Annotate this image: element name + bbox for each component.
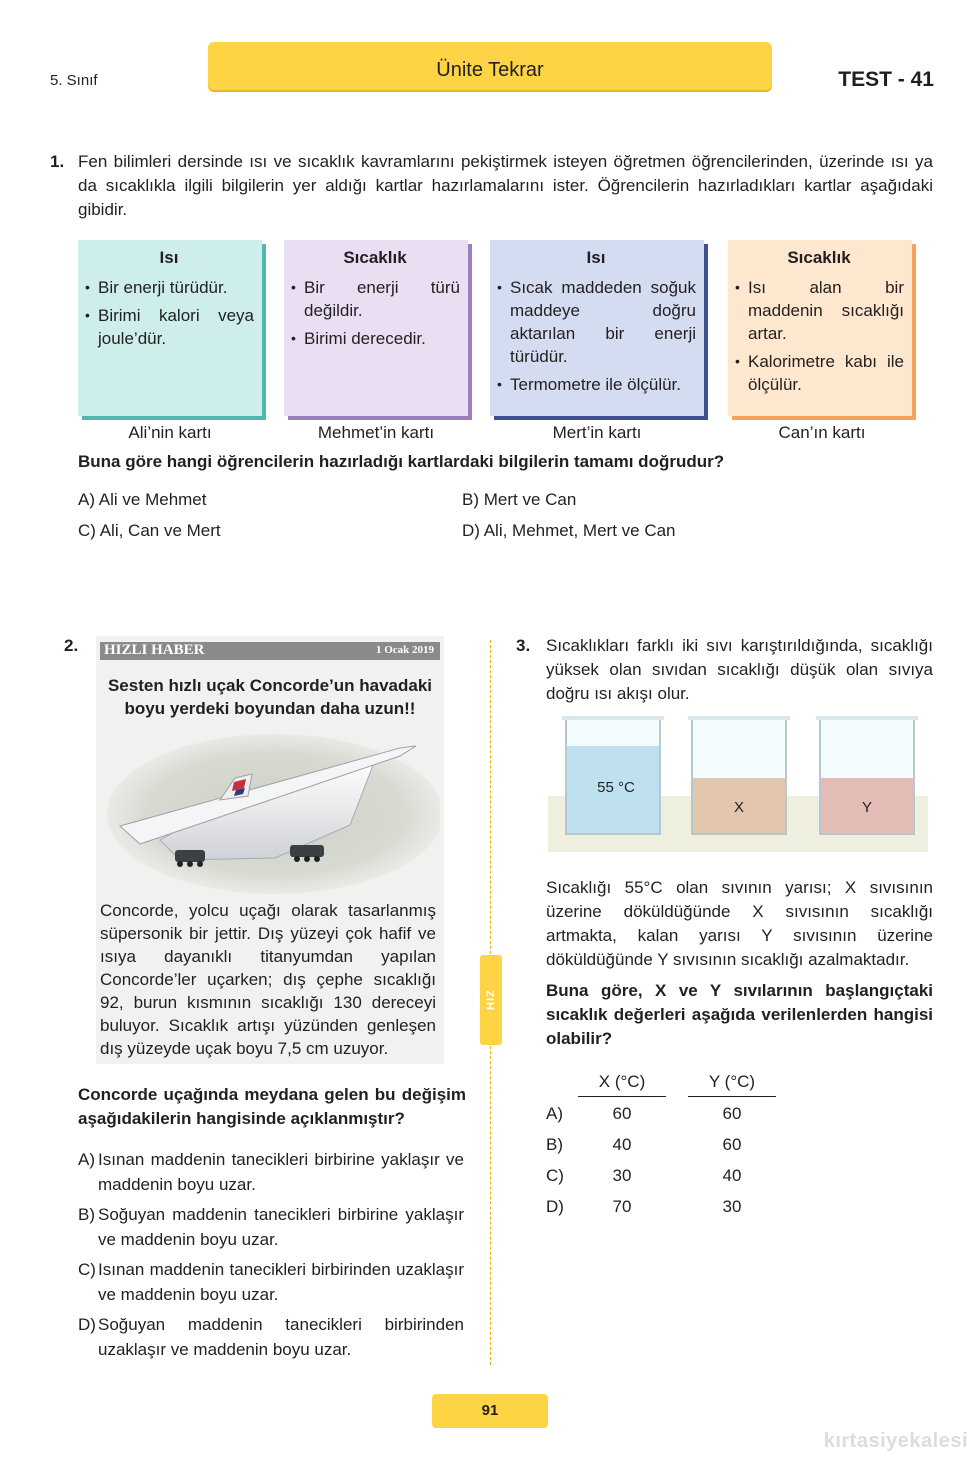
card-title: Sıcaklık bbox=[343, 248, 407, 267]
beaker-x bbox=[688, 716, 790, 834]
card-owner: Mert’in kartı bbox=[552, 423, 642, 442]
card-item: • Birimi kalori veya joule’dür. bbox=[98, 304, 254, 350]
q2-number: 2. bbox=[64, 636, 79, 655]
newspaper-date: 1 Ocak 2019 bbox=[375, 644, 434, 656]
card-title: Isı bbox=[159, 248, 179, 267]
card-list bbox=[84, 276, 254, 350]
grade-label: 5. Sınıf bbox=[50, 72, 98, 89]
table-cell: 70 bbox=[612, 1197, 632, 1216]
option-letter: D) bbox=[78, 1315, 96, 1334]
unit-title-tab bbox=[208, 42, 772, 90]
option-text: Isınan maddenin tanecikleri birbirinden uzaklaşır ve maddenin boyu uzar. bbox=[98, 1260, 464, 1304]
newspaper-masthead bbox=[100, 642, 440, 660]
beaker-label: X bbox=[733, 799, 745, 816]
table-header-y: Y (°C) bbox=[708, 1072, 756, 1091]
concorde-photo bbox=[100, 730, 440, 896]
q3-number: 3. bbox=[516, 636, 531, 655]
table-cell: 40 bbox=[722, 1166, 742, 1185]
card-owner: Ali’nin kartı bbox=[128, 423, 212, 442]
card-list bbox=[734, 276, 904, 396]
card-title: Sıcaklık bbox=[787, 248, 851, 267]
q3-question: Buna göre, X ve Y sıvılarının başlangıçtaki sıcaklık değerleri aşağıda verilenlerden hangisi olabilir? bbox=[546, 981, 933, 1048]
q3-text: Sıcaklıkları farklı iki sıvı karıştırıldığında, sıcaklığı yüksek olan sıvıdan sıcaklığı düşük olan sıvıya doğru ısı akışı olur. bbox=[546, 636, 933, 703]
q3-option-d[interactable]: D) bbox=[546, 1197, 564, 1216]
table-cell: 30 bbox=[722, 1197, 742, 1216]
q1-option-b[interactable]: B) Mert ve Can bbox=[462, 490, 577, 509]
card-title: Isı bbox=[586, 248, 606, 267]
beakers-illustration bbox=[548, 712, 928, 856]
table-cell: 30 bbox=[612, 1166, 632, 1185]
q2-option-b[interactable] bbox=[78, 1202, 464, 1252]
beaker-55c bbox=[562, 716, 664, 834]
table-header-x: X (°C) bbox=[598, 1072, 646, 1091]
q1-number: 1. bbox=[50, 152, 65, 171]
table-rule bbox=[688, 1096, 776, 1097]
newspaper-name: HIZLI HABER bbox=[104, 642, 205, 658]
option-text: Soğuyan maddenin tanecikleri birbirine yaklaşır ve maddenin boyu uzar. bbox=[98, 1205, 464, 1249]
beaker-label: 55 °C bbox=[597, 779, 635, 796]
card-list bbox=[496, 276, 696, 396]
q2-option-c[interactable] bbox=[78, 1257, 464, 1307]
beaker-label: Y bbox=[861, 799, 873, 816]
q1-text: Fen bilimleri dersinde ısı ve sıcaklık kavramlarını pekiştirmek isteyen öğretmen öğrencilerinden, üzerinde ısı ya da sıcaklıkla ilgili bilgilerin yer aldığı kartlar hazırlamalarını ister. Öğrencilerin hazırladıkları kartlar aşağıdaki gibidir. bbox=[78, 152, 933, 219]
test-number: TEST - 41 bbox=[838, 68, 934, 91]
card-item: • Isı alan bir maddenin sıcaklığı artar. bbox=[748, 276, 904, 345]
q3-option-a[interactable]: A) bbox=[546, 1104, 563, 1123]
option-letter: B) bbox=[78, 1205, 95, 1224]
news-headline: Sesten hızlı uçak Concorde’un havadaki boyu yerdeki boyundan daha uzun!! bbox=[107, 676, 433, 718]
card-ali bbox=[78, 240, 262, 416]
q3-explanation: Sıcaklığı 55°C olan sıvının yarısı; X sıvısının üzerine döküldüğünde X sıvısının sıcaklığı artmakta, kalan yarısı Y sıvısının üzerine döküldüğünde Y sıvısının sıcaklığı azalmaktadır. bbox=[546, 878, 933, 969]
q3-option-c[interactable]: C) bbox=[546, 1166, 564, 1185]
card-item: • Bir enerji türü değildir. bbox=[304, 276, 460, 322]
q1-option-c[interactable]: C) Ali, Can ve Mert bbox=[78, 521, 221, 540]
card-item: • Birimi derecedir. bbox=[304, 327, 460, 350]
table-rule bbox=[578, 1096, 666, 1097]
card-item: • Kalorimetre kabı ile ölçülür. bbox=[748, 350, 904, 396]
card-can bbox=[728, 240, 912, 416]
option-letter: C) bbox=[78, 1260, 96, 1279]
q2-question: Concorde uçağında meydana gelen bu değişim aşağıdakilerin hangisinde açıklanmıştır? bbox=[78, 1085, 466, 1128]
option-letter: A) bbox=[78, 1150, 95, 1169]
table-cell: 60 bbox=[612, 1104, 632, 1123]
table-cell: 60 bbox=[722, 1104, 742, 1123]
card-item: • Termometre ile ölçülür. bbox=[510, 373, 696, 396]
q2-option-d[interactable] bbox=[78, 1312, 464, 1362]
news-body: Concorde, yolcu uçağı olarak tasarlanmış süpersonik bir jettir. Dış yüzeyi çok hafif ve ısıya dayanıklı titanyumdan yapılan Concorde’ler uçarken; dış çephe sıcaklığı 92, burun kısmının sıcaklığı 130 dereceyi buluyor. Sıcaklık artışı yüzünden genleşen dış yüzeyde uçak boyu 7,5 cm uzuyor. bbox=[100, 901, 436, 1058]
card-owner: Can’ın kartı bbox=[778, 423, 866, 442]
q2-option-a[interactable] bbox=[78, 1147, 464, 1197]
card-mehmet bbox=[284, 240, 468, 416]
card-list bbox=[290, 276, 460, 350]
table-cell: 40 bbox=[612, 1135, 632, 1154]
option-text: Isınan maddenin tanecikleri birbirine yaklaşır ve maddenin boyu uzar. bbox=[98, 1150, 464, 1194]
page-number: 91 bbox=[432, 1394, 548, 1428]
watermark: kırtasiyekalesi bbox=[823, 1430, 968, 1452]
option-text: Soğuyan maddenin tanecikleri birbirinden uzaklaşır ve maddenin boyu uzar. bbox=[98, 1315, 464, 1359]
card-mert bbox=[490, 240, 704, 416]
publisher-side-logo: HIZ YAYINLARI bbox=[480, 955, 502, 1045]
unit-title: Ünite Tekrar bbox=[436, 59, 544, 81]
q1-option-d[interactable]: D) Ali, Mehmet, Mert ve Can bbox=[462, 521, 676, 540]
card-item: • Sıcak maddeden soğuk maddeye doğru aktarılan bir enerji türüdür. bbox=[510, 276, 696, 368]
card-item: • Bir enerji türüdür. bbox=[98, 276, 254, 299]
table-cell: 60 bbox=[722, 1135, 742, 1154]
q3-option-b[interactable]: B) bbox=[546, 1135, 563, 1154]
beaker-y bbox=[816, 716, 918, 834]
q1-question: Buna göre hangi öğrencilerin hazırladığı kartlardaki bilgilerin tamamı doğrudur? bbox=[78, 452, 725, 471]
card-owner: Mehmet’in kartı bbox=[317, 423, 435, 442]
q1-option-a[interactable]: A) Ali ve Mehmet bbox=[78, 490, 207, 509]
